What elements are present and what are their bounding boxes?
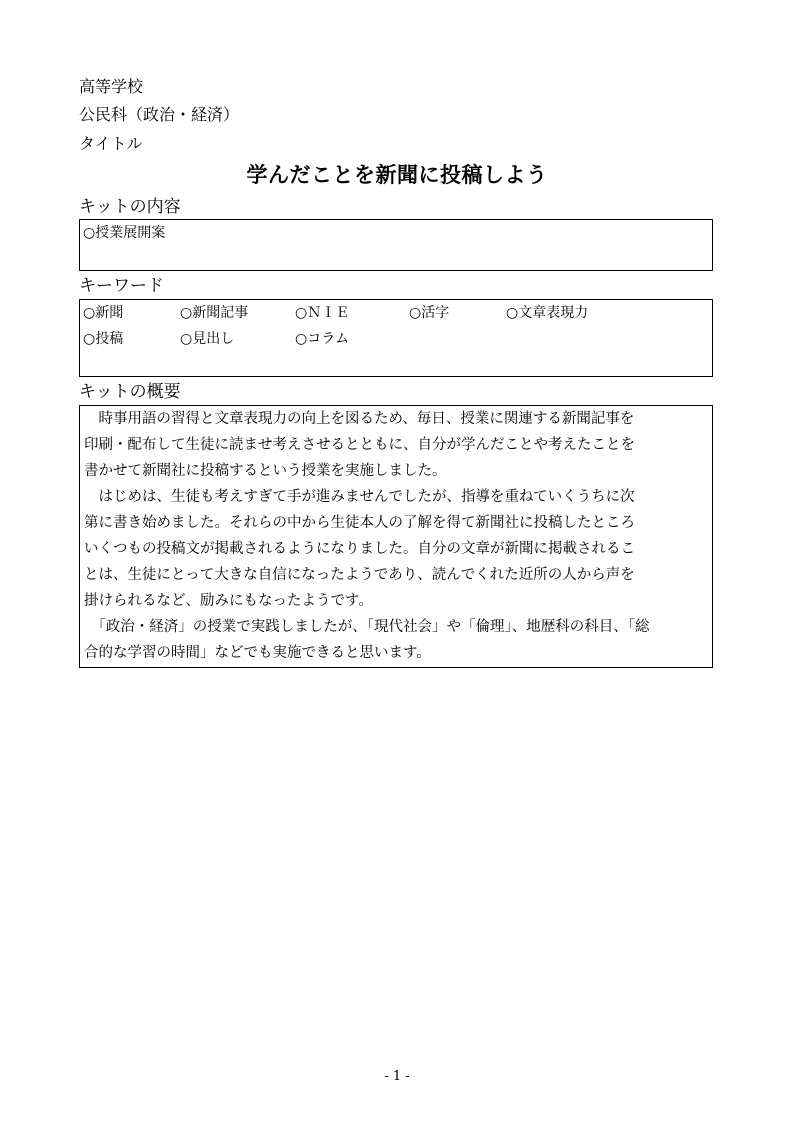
summary-line: とは、生徒にとって大きな自信になったようであり、読んでくれた近所の人から声を	[84, 567, 635, 583]
summary-line: はじめは、生徒も考えすぎて手が進みませんでしたが、指導を重ねていくうちに次	[84, 489, 635, 505]
keyword-item: ○投稿	[83, 331, 124, 347]
keyword-item: ○コラム	[295, 331, 350, 347]
keyword-item: ○新聞記事	[180, 305, 249, 321]
summary-line: 合的な学習の時間」などでも実施できると思います。	[84, 645, 431, 661]
contents-box	[79, 219, 713, 271]
keywords-box	[79, 299, 713, 377]
document-title: 学んだことを新聞に投稿しよう	[246, 163, 548, 187]
summary-line: 時事用語の習得と文章表現力の向上を図るため、毎日、授業に関連する新聞記事を	[84, 411, 635, 427]
keyword-item: ○文章表現力	[506, 305, 589, 321]
keyword-item: ○ＮＩＥ	[295, 305, 350, 321]
summary-line: 印刷・配布して生徒に読ませ考えさせるとともに、自分が学んだことや考えたことを	[84, 437, 635, 453]
content-item: ○授業展開案	[83, 225, 166, 241]
summary-box	[79, 405, 713, 668]
contents-label: キットの内容	[79, 197, 181, 217]
summary-line: 第に書き始めました。それらの中から生徒本人の了解を得て新聞社に投稿したところ	[84, 515, 635, 531]
page-number: - 1 -	[384, 1069, 410, 1084]
keyword-item: ○見出し	[180, 331, 235, 347]
subject-name: 公民科（政治・経済）	[79, 105, 240, 124]
keyword-item: ○新聞	[83, 305, 124, 321]
summary-line: 「政治・経済」の授業で実践しましたが、「現代社会」や「倫理」、地歴科の科目、「総	[84, 619, 650, 635]
summary-line: 書かせて新聞社に投稿するという授業を実施しました。	[84, 463, 447, 479]
title-label: タイトル	[79, 134, 143, 153]
school-type: 高等学校	[79, 77, 144, 96]
keyword-item: ○活字	[409, 305, 450, 321]
summary-label: キットの概要	[79, 382, 181, 402]
keywords-label: キーワード	[79, 276, 164, 296]
summary-line: いくつもの投稿文が掲載されるようになりました。自分の文章が新聞に掲載されるこ	[84, 541, 635, 557]
summary-line: 掛けられるなど、励みにもなったようです。	[84, 593, 373, 609]
